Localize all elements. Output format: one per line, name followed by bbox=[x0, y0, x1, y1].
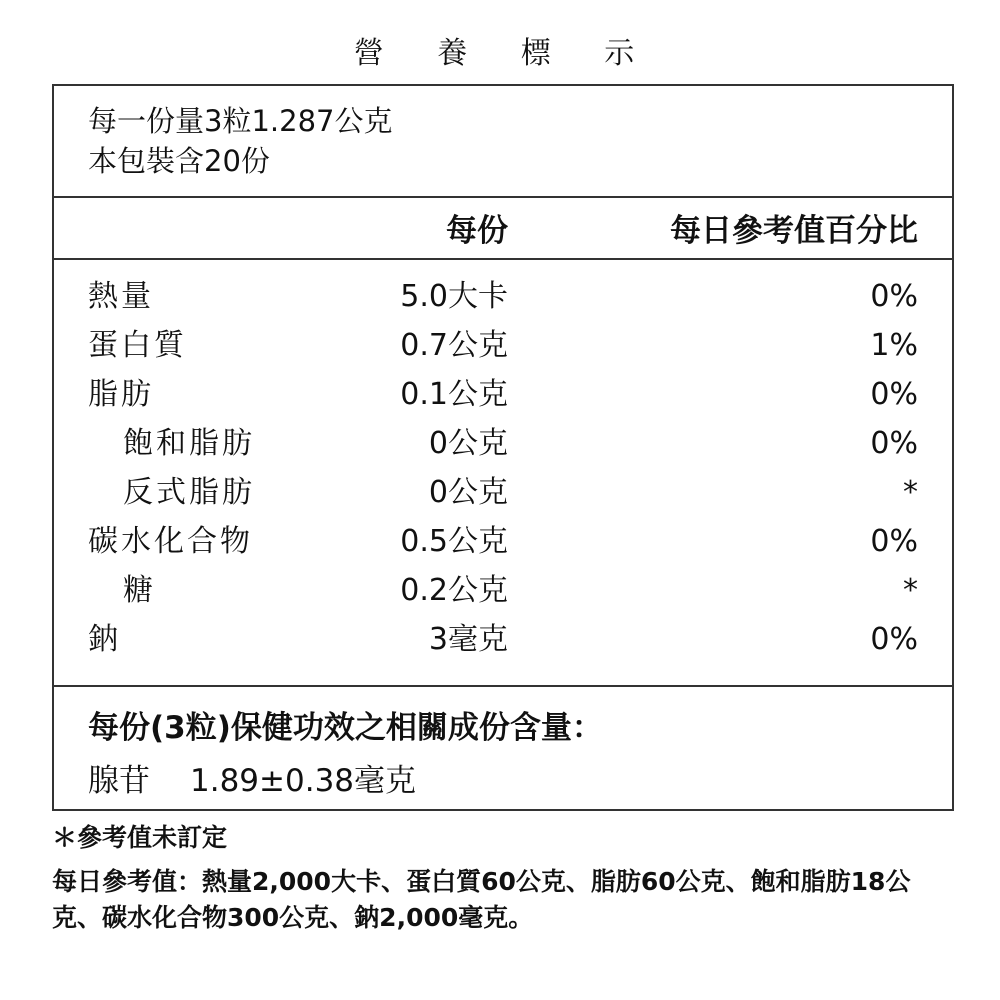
nutrient-amount: 0.1公克 bbox=[400, 377, 508, 412]
nutrient-row-saturated-fat bbox=[0, 419, 1000, 469]
nutrient-daily-pct: 0% bbox=[870, 377, 918, 412]
nutrient-name: 碳水化合物 bbox=[88, 524, 253, 559]
nutrient-name: 蛋白質 bbox=[88, 328, 187, 363]
nutrient-daily-pct: 0% bbox=[870, 524, 918, 559]
nutrient-amount: 0公克 bbox=[428, 426, 508, 461]
nutrient-daily-pct: * bbox=[903, 573, 918, 608]
nutrient-row-fat bbox=[0, 370, 1000, 420]
health-ingredient-title: 每份(3粒)保健功效之相關成份含量： bbox=[88, 710, 603, 746]
nutrient-amount: 0公克 bbox=[428, 475, 508, 510]
nutrient-daily-pct: 0% bbox=[870, 426, 918, 461]
nutrient-daily-pct: 0% bbox=[870, 622, 918, 657]
serving-size: 每一份量3粒1.287公克 bbox=[88, 104, 393, 138]
nutrient-amount: 5.0大卡 bbox=[400, 279, 508, 314]
divider-header bbox=[52, 258, 954, 260]
column-header-per-serving: 每份 bbox=[446, 213, 508, 249]
nutrient-name: 熱量 bbox=[88, 279, 154, 314]
label-title: 營 養 標 示 bbox=[353, 36, 657, 71]
nutrient-row-trans-fat bbox=[0, 468, 1000, 518]
nutrient-daily-pct: 1% bbox=[870, 328, 918, 363]
nutrient-daily-pct: * bbox=[903, 475, 918, 510]
nutrient-row-calories bbox=[0, 272, 1000, 322]
footnote-not-established: ＊參考值未訂定 bbox=[52, 823, 228, 852]
nutrient-row-carbohydrate bbox=[0, 517, 1000, 567]
servings-per-package: 本包裝含20份 bbox=[88, 144, 270, 178]
nutrient-amount: 0.2公克 bbox=[400, 573, 508, 608]
health-ingredient-value: 1.89±0.38毫克 bbox=[190, 763, 417, 799]
nutrient-name: 脂肪 bbox=[88, 377, 154, 412]
nutrient-name: 飽和脂肪 bbox=[123, 426, 255, 461]
divider-health bbox=[52, 685, 954, 687]
nutrient-name: 反式脂肪 bbox=[123, 475, 255, 510]
nutrient-amount: 0.5公克 bbox=[400, 524, 508, 559]
nutrient-amount: 0.7公克 bbox=[400, 328, 508, 363]
nutrient-daily-pct: 0% bbox=[870, 279, 918, 314]
health-ingredient-row bbox=[88, 758, 416, 804]
column-header-daily-value: 每日參考值百分比 bbox=[670, 213, 918, 249]
daily-reference-note: 每日參考值：熱量2,000大卡、蛋白質60公克、脂肪60公克、飽和脂肪18公克、碳水化合物300公克、鈉2,000毫克。 bbox=[52, 867, 911, 932]
nutrient-name: 糖 bbox=[123, 573, 156, 608]
nutrient-name: 鈉 bbox=[88, 622, 121, 657]
nutrient-row-protein bbox=[0, 321, 1000, 371]
nutrient-row-sugar bbox=[0, 566, 1000, 616]
nutrient-row-sodium bbox=[0, 615, 1000, 665]
nutrient-amount: 3毫克 bbox=[428, 622, 508, 657]
health-ingredient-name: 腺苷 bbox=[88, 763, 150, 799]
divider-serving bbox=[52, 196, 954, 198]
